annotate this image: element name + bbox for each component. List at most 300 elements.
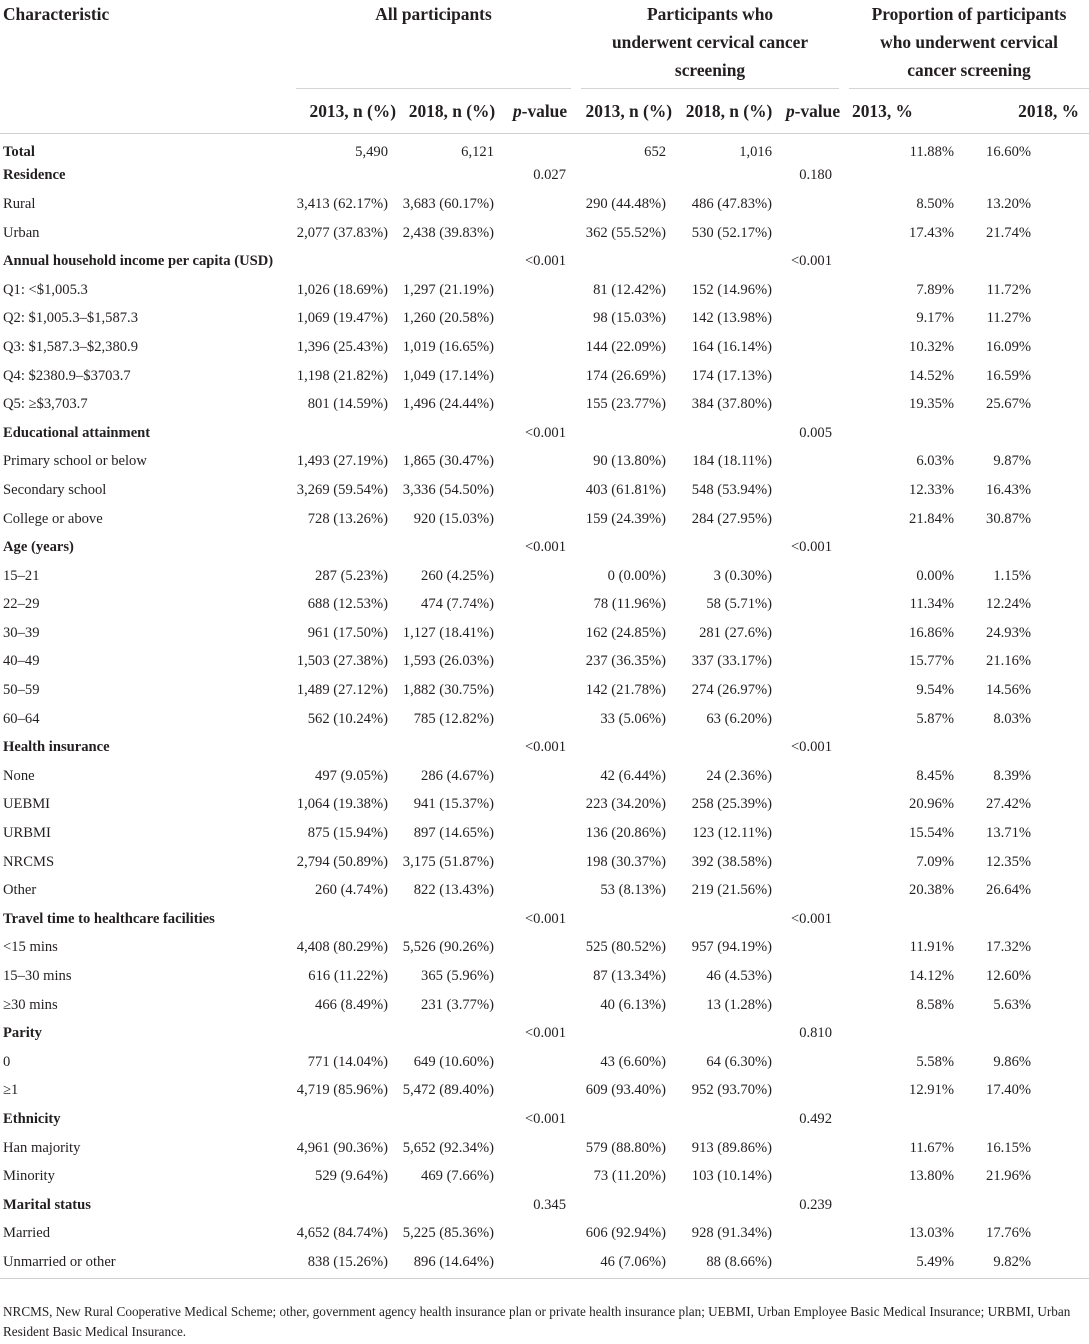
row-label: Q3: $1,587.3–$2,380.9 [3, 338, 138, 355]
cell-2018-pct: 12.60% [986, 968, 1032, 985]
cell-2018-n-screened [676, 533, 782, 562]
cell-2013-n-screened [576, 1105, 676, 1134]
cell-2018-n-all: 896 (14.64%) [413, 1254, 494, 1271]
cell-2013-n-all: 1,064 (19.38%) [296, 796, 388, 813]
table-row [0, 476, 1089, 505]
cell-2018-pct: 11.72% [986, 281, 1032, 298]
table-row [0, 305, 1089, 334]
cell-2018-n-all: 6,121 [461, 144, 494, 161]
cell-2013-n-all: 497 (9.05%) [315, 767, 388, 784]
table-row [0, 676, 1089, 705]
cell-2013-n-screened: 46 (7.06%) [600, 1254, 667, 1271]
cell-2013-n-all: 616 (11.22%) [308, 968, 388, 985]
cell-2013-n-all: 1,396 (25.43%) [296, 338, 388, 355]
cell-2013-n-screened: 290 (44.48%) [585, 195, 667, 212]
cell-2013-n-screened: 87 (13.34%) [593, 968, 667, 985]
cell-p-value-all: <0.001 [524, 910, 567, 927]
row-label: College or above [3, 510, 103, 527]
cell-p-value-screened [782, 876, 844, 905]
cell-p-value-all [504, 934, 576, 963]
cell-2013-n-screened: 198 (30.37%) [585, 853, 667, 870]
table-row [0, 1134, 1089, 1163]
cell-2013-pct: 0.00% [916, 567, 955, 584]
cell-2018-pct [962, 1019, 1089, 1048]
cell-p-value-screened: <0.001 [790, 539, 833, 556]
cell-2018-pct: 21.74% [986, 224, 1032, 241]
cell-2018-n-all: 2,438 (39.83%) [402, 224, 494, 241]
cell-p-value-screened [782, 505, 844, 534]
row-label: 15–21 [3, 567, 40, 584]
cell-2018-n-screened: 1,016 [739, 144, 773, 161]
cell-2018-pct: 21.16% [986, 653, 1032, 670]
row-label: Annual household income per capita (USD) [3, 253, 274, 270]
cell-2018-n-screened: 284 (27.95%) [691, 510, 773, 527]
cell-2013-n-all: 1,503 (27.38%) [296, 653, 388, 670]
cell-2013-pct: 5.49% [916, 1254, 955, 1271]
cell-2018-n-screened: 63 (6.20%) [706, 710, 773, 727]
p-italic: p [785, 100, 795, 121]
table-row [0, 648, 1089, 677]
cell-2013-n-screened: 223 (34.20%) [585, 796, 667, 813]
cell-2013-n-all: 771 (14.04%) [307, 1053, 388, 1070]
cell-p-value-screened [782, 1048, 844, 1077]
row-label: UEBMI [3, 796, 51, 813]
cell-2013-pct: 11.34% [909, 596, 955, 613]
cell-2013-pct: 20.38% [909, 882, 955, 899]
cell-p-value-screened [782, 333, 844, 362]
cell-p-value-screened [782, 762, 844, 791]
cell-2018-n-screened [676, 1019, 782, 1048]
cell-2018-n-all: 286 (4.67%) [421, 767, 494, 784]
cell-2013-n-all: 875 (15.94%) [307, 825, 388, 842]
cell-p-value-screened [782, 1162, 844, 1191]
cell-2013-n-all [296, 905, 400, 934]
cell-p-value-screened [782, 276, 844, 305]
cell-2018-n-all: 920 (15.03%) [413, 510, 494, 527]
row-label: NRCMS [3, 853, 55, 870]
cell-2018-n-all: 1,019 (16.65%) [402, 338, 494, 355]
cell-2018-pct [962, 247, 1089, 276]
cell-p-value-screened [782, 848, 844, 877]
cell-p-value-screened [782, 819, 844, 848]
cell-p-value-screened [782, 676, 844, 705]
row-label: None [3, 767, 35, 784]
row-label: Minority [3, 1168, 55, 1185]
cell-2018-n-all: 474 (7.74%) [421, 596, 494, 613]
cell-2018-pct: 12.35% [986, 853, 1032, 870]
cell-p-value-all: <0.001 [524, 539, 567, 556]
cell-2018-n-all: 1,049 (17.14%) [402, 367, 494, 384]
table-row [0, 390, 1089, 419]
cell-2018-n-screened: 548 (53.94%) [691, 481, 773, 498]
row-label: ≥1 [3, 1082, 19, 1099]
cell-2018-n-all: 3,683 (60.17%) [402, 195, 494, 212]
cell-2018-n-screened: 530 (52.17%) [691, 224, 773, 241]
cell-2013-n-screened: 136 (20.86%) [585, 825, 667, 842]
cell-2018-n-screened: 142 (13.98%) [691, 310, 773, 327]
cell-2018-pct: 16.60% [986, 144, 1032, 161]
table-row [0, 876, 1089, 905]
cell-p-value-all [504, 333, 576, 362]
cell-2018-pct: 27.42% [986, 796, 1032, 813]
cell-2013-pct: 7.09% [916, 853, 955, 870]
header-group-line: who underwent cervical [880, 32, 1058, 52]
cell-2013-n-screened: 609 (93.40%) [585, 1082, 667, 1099]
cell-p-value-screened [782, 190, 844, 219]
table-row [0, 505, 1089, 534]
cell-p-value-screened: 0.492 [799, 1110, 833, 1127]
cell-2013-n-screened [576, 1191, 676, 1220]
p-rest: -value [521, 100, 568, 121]
cell-2013-n-all: 1,026 (18.69%) [296, 281, 388, 298]
cell-2018-n-screened [676, 1105, 782, 1134]
cell-2018-n-all [400, 1191, 504, 1220]
row-label: Age (years) [3, 539, 74, 556]
cell-2013-pct: 16.86% [909, 624, 955, 641]
section-row [0, 247, 1089, 276]
cell-p-value-all [504, 448, 576, 477]
header-2018-pct: 2018, % [1018, 100, 1080, 121]
cell-2013-n-screened [576, 247, 676, 276]
row-label: ≥30 mins [3, 996, 58, 1013]
cell-p-value-screened [782, 962, 844, 991]
cell-2013-pct: 12.91% [909, 1082, 955, 1099]
cell-2018-n-screened: 274 (26.97%) [691, 682, 773, 699]
cell-2013-pct: 11.91% [909, 939, 955, 956]
cell-2018-pct [962, 533, 1089, 562]
header-p-value-screened [782, 88, 844, 133]
cell-2018-pct: 17.40% [986, 1082, 1032, 1099]
cell-2013-pct: 6.03% [916, 453, 955, 470]
cell-2013-n-all [296, 533, 400, 562]
cell-2018-n-all [400, 905, 504, 934]
cell-p-value-screened [782, 390, 844, 419]
cell-2013-n-screened: 525 (80.52%) [585, 939, 667, 956]
cell-2013-n-screened [576, 162, 676, 191]
cell-2018-pct: 12.24% [986, 596, 1032, 613]
cell-2013-n-all [296, 733, 400, 762]
cell-2013-n-screened: 652 [644, 144, 667, 161]
cell-p-value-screened [782, 1077, 844, 1106]
cell-2013-n-screened [576, 733, 676, 762]
cell-2018-n-screened: 13 (1.28%) [706, 996, 773, 1013]
cell-2018-n-all: 1,865 (30.47%) [402, 453, 494, 470]
cell-2013-n-all [296, 162, 400, 191]
table-row [0, 362, 1089, 391]
cell-p-value-screened [782, 619, 844, 648]
cell-p-value-screened [782, 362, 844, 391]
cell-2018-n-screened: 486 (47.83%) [691, 195, 773, 212]
table-footnote: NRCMS, New Rural Cooperative Medical Scheme; other, government agency health insurance plan or private health insurance plan; UEBMI, Urban Employee Basic Medical Insurance; URBMI, Urban Resident Basic Medical Insurance. [3, 1304, 1071, 1339]
cell-2018-n-all [400, 733, 504, 762]
cell-p-value-screened: <0.001 [790, 910, 833, 927]
cell-p-value-screened: 0.239 [799, 1196, 833, 1213]
p-italic: p [512, 100, 522, 121]
cell-p-value-screened [782, 476, 844, 505]
cell-2013-n-screened [576, 1019, 676, 1048]
row-label: Travel time to healthcare facilities [3, 910, 215, 927]
cell-2018-pct: 24.93% [986, 624, 1032, 641]
cell-2018-n-screened: 219 (21.56%) [691, 882, 773, 899]
cell-p-value-all: <0.001 [524, 424, 567, 441]
cell-2013-n-screened: 0 (0.00%) [607, 567, 667, 584]
cell-2013-n-all [296, 1191, 400, 1220]
cell-p-value-screened [782, 448, 844, 477]
cell-p-value-all [504, 819, 576, 848]
cell-2013-n-screened: 42 (6.44%) [600, 767, 667, 784]
header-2013-n-screened: 2013, n (%) [585, 100, 673, 121]
cell-2018-pct: 8.03% [993, 710, 1032, 727]
cell-2013-pct: 9.54% [916, 682, 955, 699]
cell-2013-pct: 11.67% [909, 1139, 955, 1156]
cell-2018-n-all: 3,175 (51.87%) [402, 853, 494, 870]
cell-2018-pct [962, 162, 1089, 191]
cell-2013-pct: 15.54% [909, 825, 955, 842]
cell-2013-n-all: 4,408 (80.29%) [296, 939, 388, 956]
cell-2018-n-screened [676, 247, 782, 276]
cell-p-value-all [504, 505, 576, 534]
cell-2013-pct: 15.77% [909, 653, 955, 670]
cell-2018-n-screened: 384 (37.80%) [691, 396, 773, 413]
cell-p-value-screened [782, 591, 844, 620]
cell-2013-n-all: 4,719 (85.96%) [296, 1082, 388, 1099]
cell-p-value-all: <0.001 [524, 1025, 567, 1042]
cell-2018-n-screened: 88 (8.66%) [706, 1254, 773, 1271]
section-row [0, 733, 1089, 762]
cell-2018-pct: 16.59% [986, 367, 1032, 384]
cell-2013-n-screened: 98 (15.03%) [593, 310, 667, 327]
cell-2018-n-screened: 337 (33.17%) [691, 653, 773, 670]
cell-2018-n-screened: 392 (38.58%) [691, 853, 773, 870]
cell-2018-pct [962, 1191, 1089, 1220]
cell-2018-pct: 9.86% [993, 1053, 1032, 1070]
cell-2018-n-screened [676, 419, 782, 448]
cell-2018-n-screened: 3 (0.30%) [713, 567, 773, 584]
row-label: Residence [3, 167, 66, 184]
cell-2013-n-all [296, 419, 400, 448]
row-label: 60–64 [3, 710, 40, 727]
cell-2013-n-all: 1,493 (27.19%) [296, 453, 388, 470]
row-label: 40–49 [3, 653, 40, 670]
cell-2018-n-all [400, 419, 504, 448]
row-label: Marital status [3, 1196, 91, 1213]
table-row [0, 791, 1089, 820]
cell-p-value-all [504, 1248, 576, 1278]
cell-2018-n-screened [676, 733, 782, 762]
cell-2013-pct: 8.58% [916, 996, 955, 1013]
section-row [0, 1019, 1089, 1048]
cell-2013-n-screened: 90 (13.80%) [593, 453, 667, 470]
table-row [0, 762, 1089, 791]
cell-2013-n-all: 287 (5.23%) [315, 567, 388, 584]
header-characteristic: Characteristic [3, 4, 110, 24]
row-label: Q4: $2380.9–$3703.7 [3, 367, 131, 384]
cell-2013-pct [844, 905, 962, 934]
row-label: Educational attainment [3, 424, 151, 441]
table-row [0, 962, 1089, 991]
row-label: Secondary school [3, 481, 107, 498]
row-label: Parity [3, 1025, 42, 1042]
cell-2013-n-all [296, 247, 400, 276]
cell-2013-pct: 5.87% [916, 710, 955, 727]
cell-2013-n-all: 3,413 (62.17%) [296, 195, 388, 212]
cell-p-value-all [504, 848, 576, 877]
cell-2013-n-screened: 174 (26.69%) [585, 367, 667, 384]
cell-p-value-screened [782, 791, 844, 820]
cell-2013-pct: 13.80% [909, 1168, 955, 1185]
header-2018-n-screened: 2018, n (%) [685, 100, 773, 121]
cell-2013-pct [844, 533, 962, 562]
cell-2018-pct: 8.39% [993, 767, 1032, 784]
cell-2018-n-screened: 152 (14.96%) [691, 281, 773, 298]
row-label: 50–59 [3, 682, 40, 699]
cell-p-value-all [504, 705, 576, 734]
cell-2018-pct [962, 733, 1089, 762]
cell-p-value-screened [782, 991, 844, 1020]
cell-2018-n-all: 941 (15.37%) [413, 796, 494, 813]
cell-2018-pct: 21.96% [986, 1168, 1032, 1185]
cell-2013-pct: 12.33% [909, 481, 955, 498]
cell-2013-n-screened: 155 (23.77%) [585, 396, 667, 413]
section-row [0, 533, 1089, 562]
cell-2013-n-all: 562 (10.24%) [307, 710, 388, 727]
cell-2018-pct [962, 1105, 1089, 1134]
section-row [0, 133, 1089, 162]
cell-p-value-screened [782, 133, 844, 162]
table-row [0, 1220, 1089, 1249]
cell-2013-n-all: 961 (17.50%) [307, 624, 388, 641]
cell-2018-n-all: 1,260 (20.58%) [402, 310, 494, 327]
cell-2013-n-screened: 159 (24.39%) [585, 510, 667, 527]
cell-2018-n-all: 231 (3.77%) [421, 996, 494, 1013]
cell-2018-n-screened: 952 (93.70%) [691, 1082, 773, 1099]
row-label: Ethnicity [3, 1110, 61, 1127]
cell-p-value-screened [782, 648, 844, 677]
cell-p-value-screened [782, 705, 844, 734]
cell-2018-pct: 17.76% [986, 1225, 1032, 1242]
table-row [0, 619, 1089, 648]
cell-2018-pct: 5.63% [993, 996, 1032, 1013]
p-rest: -value [794, 100, 841, 121]
cell-p-value-screened: 0.005 [799, 424, 833, 441]
cell-p-value-all: <0.001 [524, 739, 567, 756]
cell-2018-n-all: 5,225 (85.36%) [402, 1225, 494, 1242]
table-row [0, 1248, 1089, 1278]
cell-2018-pct: 16.09% [986, 338, 1032, 355]
cell-2013-n-screened [576, 905, 676, 934]
cell-2013-n-all: 728 (13.26%) [307, 510, 388, 527]
cell-2013-n-all: 801 (14.59%) [307, 396, 388, 413]
cell-p-value-all [504, 562, 576, 591]
cell-2018-pct: 9.82% [993, 1254, 1032, 1271]
cell-2013-pct [844, 162, 962, 191]
cell-2013-n-screened [576, 419, 676, 448]
cell-2018-n-all: 1,882 (30.75%) [402, 682, 494, 699]
header-2013-n-all: 2013, n (%) [309, 100, 396, 121]
cell-2013-pct [844, 733, 962, 762]
table-row [0, 562, 1089, 591]
cell-2018-pct: 25.67% [986, 396, 1032, 413]
table-row [0, 219, 1089, 248]
cell-2018-pct: 17.32% [986, 939, 1032, 956]
cell-p-value-all [504, 276, 576, 305]
section-row [0, 905, 1089, 934]
cell-p-value-screened [782, 934, 844, 963]
cell-p-value-all: <0.001 [524, 253, 567, 270]
cell-2013-n-all [296, 1019, 400, 1048]
section-row [0, 1191, 1089, 1220]
cell-2018-n-all: 897 (14.65%) [413, 825, 494, 842]
table-row [0, 991, 1089, 1020]
cell-p-value-all [504, 962, 576, 991]
table-row [0, 1077, 1089, 1106]
cell-2018-n-screened: 174 (17.13%) [691, 367, 773, 384]
header-spacer [0, 88, 296, 133]
cell-2018-n-screened: 928 (91.34%) [691, 1225, 773, 1242]
row-label: Q2: $1,005.3–$1,587.3 [3, 310, 138, 327]
table-row [0, 1048, 1089, 1077]
cell-2013-pct: 17.43% [909, 224, 955, 241]
cell-2013-n-screened: 362 (55.52%) [585, 224, 667, 241]
cell-2013-pct [844, 247, 962, 276]
cell-p-value-all [504, 1077, 576, 1106]
row-label: 15–30 mins [3, 968, 72, 985]
cell-2013-n-all: 260 (4.74%) [315, 882, 388, 899]
cell-2013-pct: 8.45% [916, 767, 955, 784]
cell-2018-n-all [400, 533, 504, 562]
header-2013-pct: 2013, % [852, 100, 913, 121]
cell-2018-n-screened [676, 905, 782, 934]
row-label: 0 [3, 1053, 11, 1070]
header-group-line: Participants who [646, 4, 774, 24]
cell-2013-n-all: 2,794 (50.89%) [296, 853, 388, 870]
cell-2018-pct: 14.56% [986, 682, 1032, 699]
cell-p-value-all [504, 676, 576, 705]
cell-2013-n-screened [576, 533, 676, 562]
cell-p-value-all [504, 1048, 576, 1077]
cell-2018-n-screened: 103 (10.14%) [691, 1168, 773, 1185]
cell-2013-pct [844, 1019, 962, 1048]
cell-2013-pct [844, 419, 962, 448]
cell-2013-n-all: 1,198 (21.82%) [296, 367, 388, 384]
cell-2018-n-all: 5,526 (90.26%) [402, 939, 494, 956]
row-label: Primary school or below [3, 453, 147, 470]
section-row [0, 419, 1089, 448]
cell-p-value-all [504, 876, 576, 905]
cell-2018-n-all [400, 1105, 504, 1134]
cell-2018-n-screened: 164 (16.14%) [691, 338, 773, 355]
cell-2013-pct: 10.32% [909, 338, 955, 355]
cell-2018-n-all [400, 1019, 504, 1048]
cell-2018-n-screened: 281 (27.6%) [699, 624, 773, 641]
cell-2013-n-screened: 40 (6.13%) [600, 996, 667, 1013]
cell-2013-pct: 20.96% [909, 796, 955, 813]
cell-2018-n-all: 1,593 (26.03%) [402, 653, 494, 670]
row-label: 30–39 [3, 624, 40, 641]
cell-2013-n-all: 5,490 [355, 144, 388, 161]
cell-2013-n-all: 688 (12.53%) [307, 596, 388, 613]
cell-2013-n-screened: 403 (61.81%) [585, 481, 667, 498]
cell-2018-n-all: 649 (10.60%) [413, 1053, 494, 1070]
header-group-line: All participants [375, 4, 492, 24]
cell-p-value-screened [782, 562, 844, 591]
cell-p-value-screened: <0.001 [790, 253, 833, 270]
cell-2013-n-screened: 33 (5.06%) [600, 710, 667, 727]
cell-2013-n-screened: 579 (88.80%) [585, 1139, 667, 1156]
header-2018-n-all: 2018, n (%) [408, 100, 496, 121]
cell-p-value-all [504, 1134, 576, 1163]
row-label: Urban [3, 224, 40, 241]
